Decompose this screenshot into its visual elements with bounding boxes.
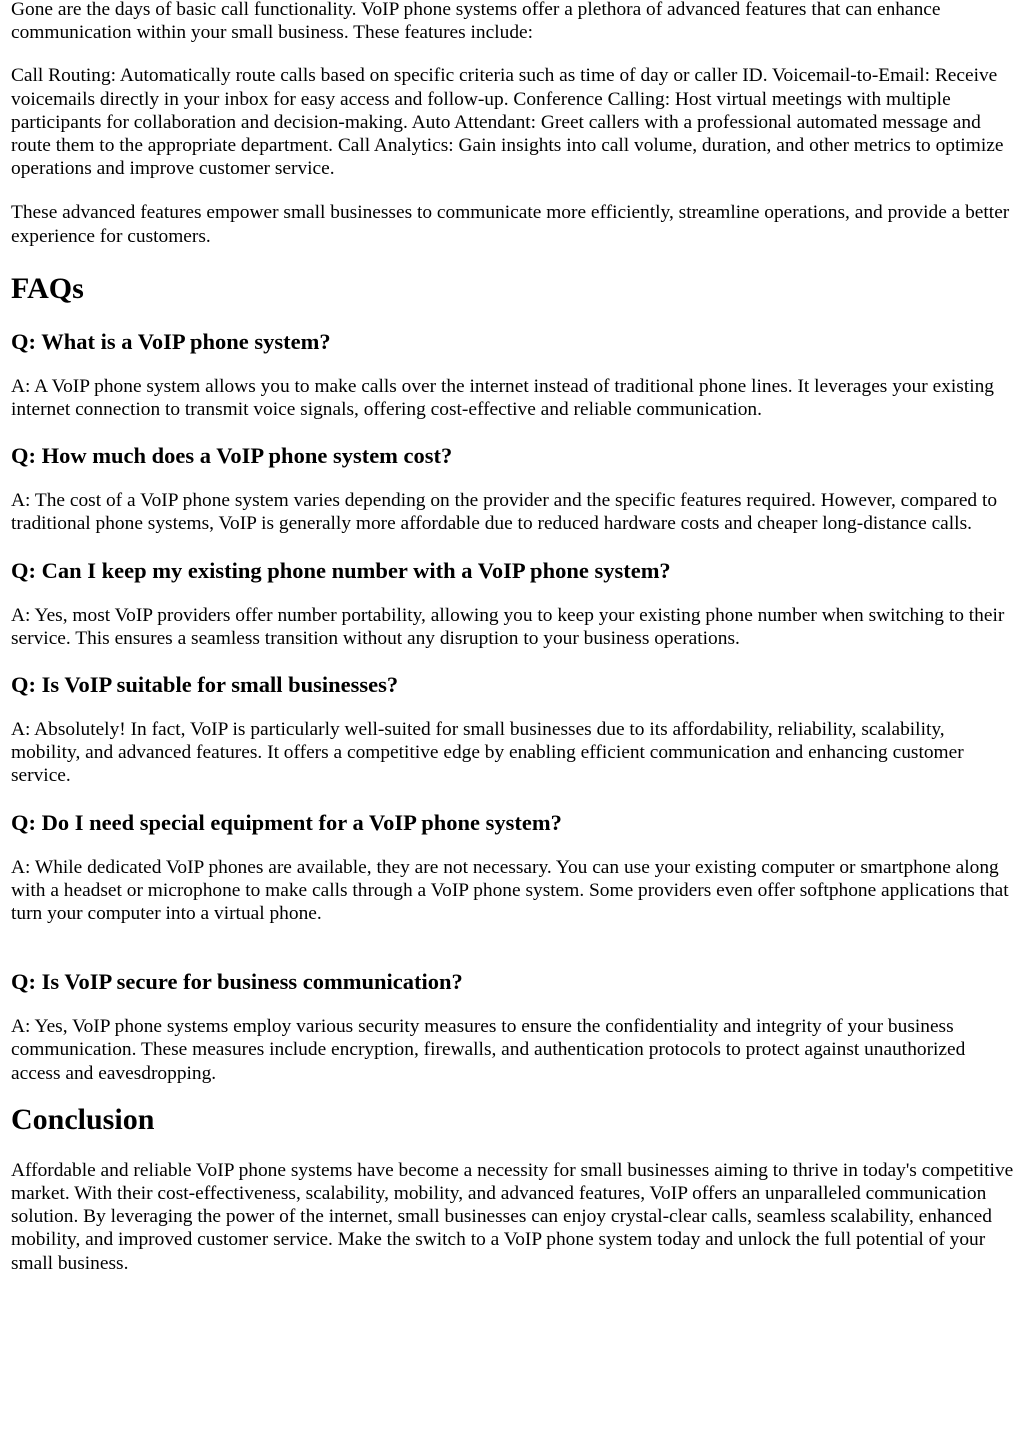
faq-question: Q: How much does a VoIP phone system cost? [11, 443, 453, 469]
faq-item [11, 442, 1016, 535]
faq-answer: A: A VoIP phone system allows you to make calls over the internet instead of traditional phone lines. It leverages your existing internet connection to transmit voice signals, offering cost-effective and reliable communication. [11, 375, 994, 421]
faq-question: Q: What is a VoIP phone system? [11, 328, 331, 354]
faq-item [11, 968, 1016, 1085]
faq-answer: A: The cost of a VoIP phone system varies depending on the provider and the specific features required. However, compared to traditional phone systems, VoIP is generally more affordable due to reduced hardware costs and cheaper long-distance calls. [11, 490, 998, 535]
faq-item [11, 557, 1016, 650]
conclusion-heading: Conclusion [11, 1102, 155, 1136]
faq-item [11, 671, 1016, 788]
faq-question: Q: Is VoIP suitable for small businesses? [11, 672, 399, 698]
faq-question: Q: Do I need special equipment for a VoIP phone system? [11, 809, 562, 835]
faq-answer: A: Yes, most VoIP providers offer number portability, allowing you to keep your existing phone number when switching to their service. This ensures a seamless transition without any disruption to your business operations. [11, 604, 1005, 649]
features-paragraph: Call Routing: Automatically route calls based on specific criteria such as time of day or caller ID. Voicemail-to-Email: Receive voicemails directly in your inbox for easy access and follow-up. Conference Calling: Host virtual meetings with multiple participants for collaboration and decision-making. Auto Attendant: Greet callers with a professional automated message and route them to the appropriate department. Call Analytics: Gain insights into call volume, duration, and other metrics to optimize operations and improve customer service. [11, 65, 1004, 180]
faq-question: Q: Can I keep my existing phone number with a VoIP phone system? [11, 557, 671, 583]
spacer [11, 946, 1016, 968]
intro-paragraph: Gone are the days of basic call functionality. VoIP phone systems offer a plethora of advanced features that can enhance communication within your small business. These features include: [11, 0, 941, 44]
faq-answer: A: Absolutely! In fact, VoIP is particularly well-suited for small businesses due to its affordability, reliability, scalability, mobility, and advanced features. It offers a competitive edge by enabling efficient communication and enhancing customer service. [11, 719, 964, 787]
faqs-heading: FAQs [11, 271, 84, 305]
faq-answer: A: Yes, VoIP phone systems employ various security measures to ensure the confidentiality and integrity of your business communication. These measures include encryption, firewalls, and authentication protocols to protect against unauthorized access and eavesdropping. [11, 1016, 966, 1084]
faq-answer: A: While dedicated VoIP phones are available, they are not necessary. You can use your existing computer or smartphone along with a headset or microphone to make calls through a VoIP phone system. Some providers even offer softphone applications that turn your computer into a virtual phone. [11, 856, 1009, 925]
faq-item [11, 809, 1016, 926]
faq-question: Q: Is VoIP secure for business communication? [11, 969, 463, 995]
features-summary-paragraph: These advanced features empower small businesses to communicate more efficiently, streamline operations, and provide a better experience for customers. [11, 202, 1010, 247]
conclusion-paragraph: Affordable and reliable VoIP phone systems have become a necessity for small businesses aiming to thrive in today's competitive market. With their cost-effectiveness, scalability, mobility, and advanced features, VoIP offers an unparalleled communication solution. By leveraging the power of the internet, small businesses can enjoy crystal-clear calls, seamless scalability, enhanced mobility, and improved customer service. Make the switch to a VoIP phone system today and unlock the full potential of your small business. [11, 1159, 1014, 1274]
faq-item [11, 328, 1016, 421]
